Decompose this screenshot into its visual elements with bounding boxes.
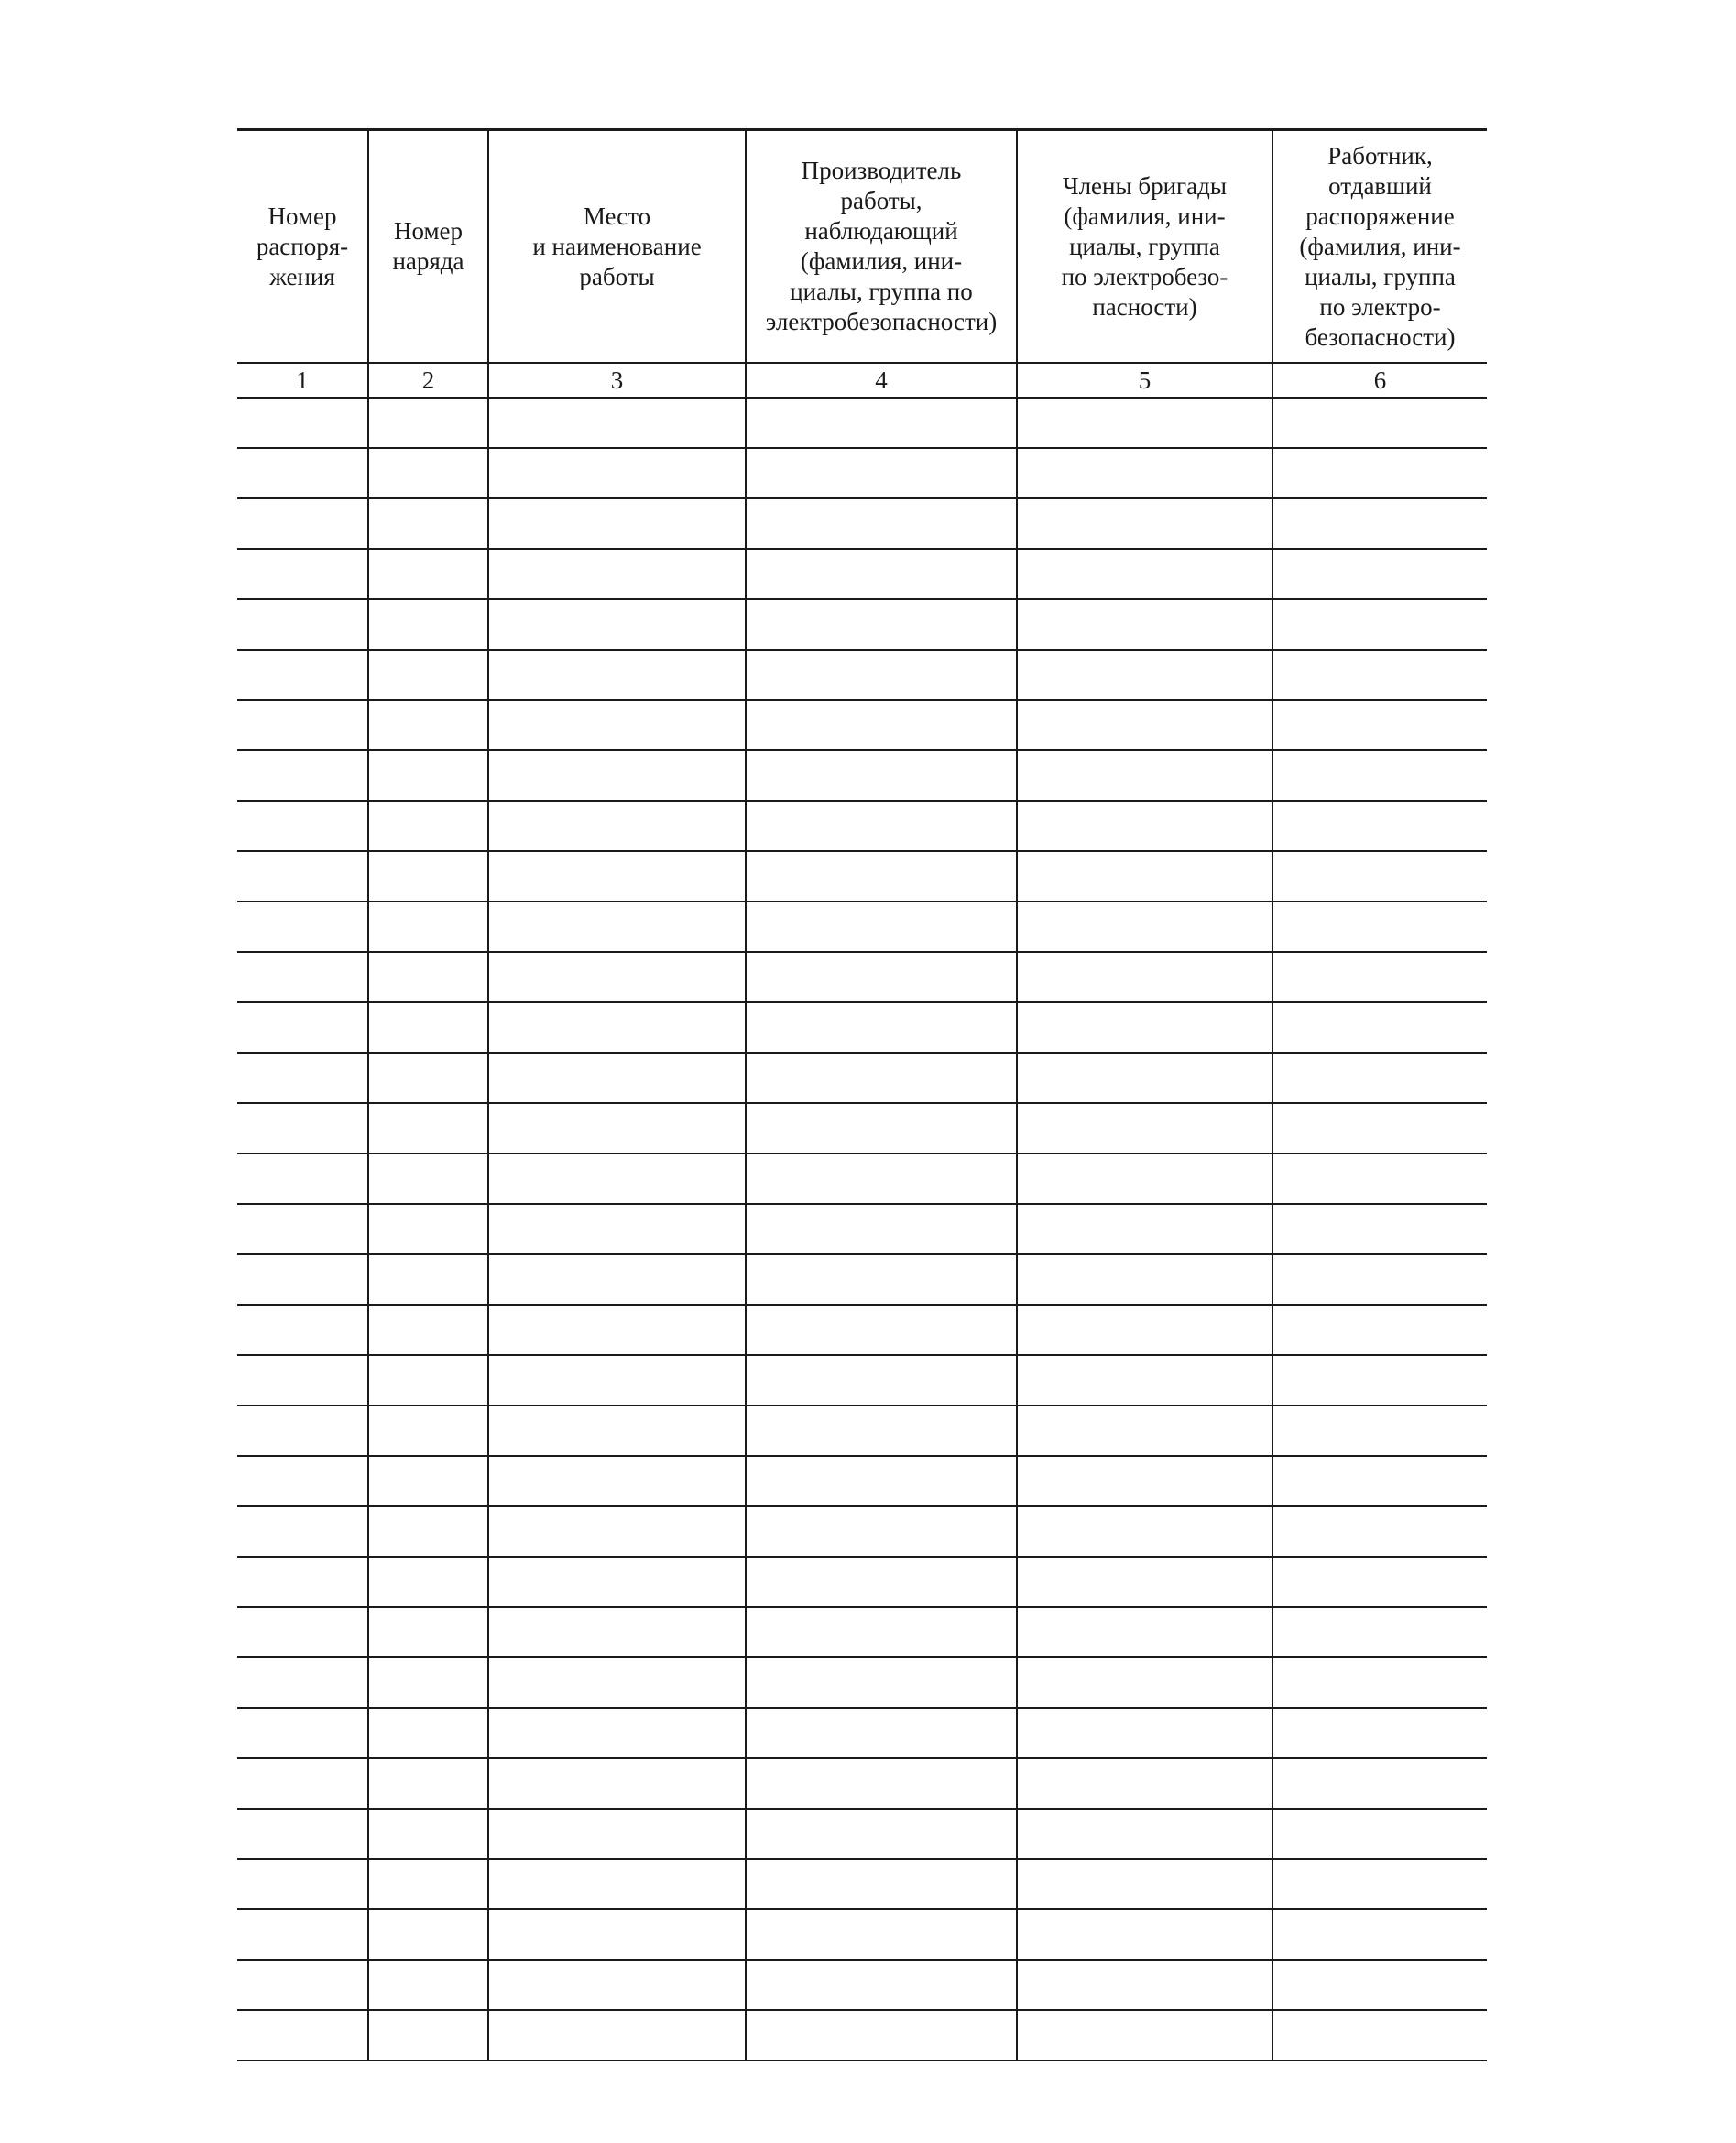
table-row — [237, 1708, 1487, 1758]
table-cell[interactable] — [237, 549, 368, 599]
table-cell[interactable] — [1017, 1204, 1272, 1254]
table-cell[interactable] — [746, 1053, 1017, 1103]
table-row — [237, 448, 1487, 498]
table-cell[interactable] — [746, 2010, 1017, 2061]
table-row — [237, 952, 1487, 1002]
header-row — [237, 130, 1487, 364]
table-cell[interactable] — [1272, 549, 1487, 599]
table-cell[interactable] — [1017, 1809, 1272, 1859]
table-cell[interactable] — [1272, 2010, 1487, 2061]
table-cell[interactable] — [1272, 1506, 1487, 1557]
table-cell[interactable] — [488, 1405, 746, 1456]
table-cell[interactable] — [368, 1154, 488, 1204]
table-cell[interactable] — [237, 650, 368, 700]
table-cell[interactable] — [237, 1758, 368, 1809]
column-number: 6 — [1272, 363, 1487, 398]
table-row — [237, 1053, 1487, 1103]
table-cell[interactable] — [488, 650, 746, 700]
table-cell[interactable] — [1017, 1103, 1272, 1154]
table-cell[interactable] — [1017, 1355, 1272, 1405]
table-cell[interactable] — [237, 1355, 368, 1405]
header-order-number: Номер распоря- жения — [237, 130, 368, 364]
table-cell[interactable] — [368, 1859, 488, 1909]
table-cell[interactable] — [237, 398, 368, 448]
table-cell[interactable] — [1272, 1960, 1487, 2010]
table-cell[interactable] — [1272, 1708, 1487, 1758]
table-cell[interactable] — [368, 1506, 488, 1557]
table-cell[interactable] — [1017, 1607, 1272, 1657]
table-cell[interactable] — [237, 1708, 368, 1758]
column-number: 1 — [237, 363, 368, 398]
register-table — [237, 128, 1487, 2061]
table-cell[interactable] — [1272, 1254, 1487, 1305]
table-cell[interactable] — [488, 851, 746, 902]
table-cell[interactable] — [1017, 448, 1272, 498]
table-cell[interactable] — [746, 498, 1017, 549]
table-cell[interactable] — [746, 902, 1017, 952]
table-cell[interactable] — [746, 448, 1017, 498]
table-cell[interactable] — [1272, 902, 1487, 952]
table-cell[interactable] — [1272, 1405, 1487, 1456]
table-row — [237, 1254, 1487, 1305]
table-cell[interactable] — [368, 1758, 488, 1809]
table-cell[interactable] — [488, 549, 746, 599]
table-cell[interactable] — [746, 1809, 1017, 1859]
table-cell[interactable] — [1017, 1909, 1272, 1960]
table-row — [237, 902, 1487, 952]
table-row — [237, 1557, 1487, 1607]
table-cell[interactable] — [1017, 498, 1272, 549]
table-cell[interactable] — [368, 1204, 488, 1254]
table-cell[interactable] — [237, 1305, 368, 1355]
table-cell[interactable] — [1272, 1859, 1487, 1909]
table-cell[interactable] — [368, 902, 488, 952]
table-cell[interactable] — [746, 1607, 1017, 1657]
table-cell[interactable] — [1017, 1254, 1272, 1305]
table-row — [237, 1657, 1487, 1708]
table-cell[interactable] — [1272, 1355, 1487, 1405]
table-cell[interactable] — [746, 650, 1017, 700]
table-cell[interactable] — [488, 1254, 746, 1305]
table-cell[interactable] — [488, 1809, 746, 1859]
table-row — [237, 1456, 1487, 1506]
table-cell[interactable] — [1272, 952, 1487, 1002]
table-cell[interactable] — [1017, 1708, 1272, 1758]
table-row — [237, 1405, 1487, 1456]
table-cell[interactable] — [1272, 1154, 1487, 1204]
table-cell[interactable] — [1017, 902, 1272, 952]
table-cell[interactable] — [488, 902, 746, 952]
table-cell[interactable] — [488, 1859, 746, 1909]
column-number: 4 — [746, 363, 1017, 398]
table-cell[interactable] — [746, 1557, 1017, 1607]
table-cell[interactable] — [746, 750, 1017, 801]
table-cell[interactable] — [1272, 1204, 1487, 1254]
table-cell[interactable] — [746, 1305, 1017, 1355]
table-cell[interactable] — [488, 1204, 746, 1254]
table-cell[interactable] — [368, 1305, 488, 1355]
table-cell[interactable] — [746, 1204, 1017, 1254]
table-row — [237, 1909, 1487, 1960]
table-cell[interactable] — [368, 2010, 488, 2061]
table-cell[interactable] — [237, 1557, 368, 1607]
table-cell[interactable] — [368, 1657, 488, 1708]
table-cell[interactable] — [237, 902, 368, 952]
column-number: 2 — [368, 363, 488, 398]
table-cell[interactable] — [1272, 448, 1487, 498]
table-cell[interactable] — [237, 1154, 368, 1204]
table-cell[interactable] — [488, 1355, 746, 1405]
table-cell[interactable] — [237, 1456, 368, 1506]
table-cell[interactable] — [746, 599, 1017, 650]
table-cell[interactable] — [237, 599, 368, 650]
table-cell[interactable] — [237, 1103, 368, 1154]
table-cell[interactable] — [237, 700, 368, 750]
table-cell[interactable] — [237, 498, 368, 549]
table-cell[interactable] — [746, 1960, 1017, 2010]
table-cell[interactable] — [237, 1053, 368, 1103]
table-cell[interactable] — [368, 1002, 488, 1053]
table-cell[interactable] — [488, 1657, 746, 1708]
table-cell[interactable] — [1272, 1053, 1487, 1103]
table-cell[interactable] — [1272, 1103, 1487, 1154]
table-cell[interactable] — [368, 952, 488, 1002]
header-order-issuer: Работник, отдавший распоряжение (фамилия, ини- циалы, группа по электро- безопасности) — [1272, 130, 1487, 364]
table-cell[interactable] — [488, 1506, 746, 1557]
table-row — [237, 1355, 1487, 1405]
table-cell[interactable] — [1017, 1758, 1272, 1809]
table-cell[interactable] — [1017, 1960, 1272, 2010]
table-cell[interactable] — [488, 1607, 746, 1657]
table-cell[interactable] — [368, 599, 488, 650]
table-cell[interactable] — [1272, 1557, 1487, 1607]
table-cell[interactable] — [368, 448, 488, 498]
table-cell[interactable] — [746, 1758, 1017, 1809]
table-cell[interactable] — [746, 398, 1017, 448]
table-row — [237, 1154, 1487, 1204]
table-row — [237, 2010, 1487, 2061]
header-work-supervisor: Производитель работы, наблюдающий (фамилия, ини- циалы, группа по электробезопасности) — [746, 130, 1017, 364]
table-cell[interactable] — [488, 1456, 746, 1506]
table-cell[interactable] — [488, 700, 746, 750]
table-cell[interactable] — [746, 1254, 1017, 1305]
table-row — [237, 599, 1487, 650]
table-cell[interactable] — [368, 1909, 488, 1960]
table-cell[interactable] — [237, 1405, 368, 1456]
table-cell[interactable] — [746, 1355, 1017, 1405]
table-cell[interactable] — [488, 1002, 746, 1053]
table-cell[interactable] — [1017, 952, 1272, 1002]
header-work-place-name: Место и наименование работы — [488, 130, 746, 364]
table-cell[interactable] — [746, 851, 1017, 902]
table-row — [237, 650, 1487, 700]
table-cell[interactable] — [1017, 599, 1272, 650]
table-cell[interactable] — [488, 1960, 746, 2010]
table-cell[interactable] — [1017, 1405, 1272, 1456]
table-cell[interactable] — [1272, 700, 1487, 750]
table-row — [237, 1960, 1487, 2010]
table-cell[interactable] — [1017, 1456, 1272, 1506]
table-cell[interactable] — [237, 1909, 368, 1960]
table-cell[interactable] — [368, 750, 488, 801]
table-cell[interactable] — [1272, 851, 1487, 902]
table-row — [237, 1859, 1487, 1909]
table-row — [237, 1809, 1487, 1859]
table-cell[interactable] — [1272, 1607, 1487, 1657]
table-row — [237, 1607, 1487, 1657]
table-cell[interactable] — [368, 1607, 488, 1657]
table-cell[interactable] — [1017, 1506, 1272, 1557]
table-cell[interactable] — [1017, 851, 1272, 902]
table-cell[interactable] — [1272, 1657, 1487, 1708]
table-cell[interactable] — [368, 1960, 488, 2010]
table-cell[interactable] — [1017, 750, 1272, 801]
table-cell[interactable] — [237, 1254, 368, 1305]
table-cell[interactable] — [1272, 801, 1487, 851]
table-cell[interactable] — [1017, 549, 1272, 599]
table-cell[interactable] — [237, 1960, 368, 2010]
table-cell[interactable] — [1272, 1456, 1487, 1506]
table-cell[interactable] — [1017, 1859, 1272, 1909]
column-number: 5 — [1017, 363, 1272, 398]
table-cell[interactable] — [746, 1708, 1017, 1758]
table-cell[interactable] — [746, 1909, 1017, 1960]
table-cell[interactable] — [1017, 1154, 1272, 1204]
table-cell[interactable] — [368, 1103, 488, 1154]
table-cell[interactable] — [368, 851, 488, 902]
table-cell[interactable] — [1017, 650, 1272, 700]
header-permit-number: Номер наряда — [368, 130, 488, 364]
table-cell[interactable] — [488, 1758, 746, 1809]
table-cell[interactable] — [488, 1557, 746, 1607]
table-row — [237, 498, 1487, 549]
table-cell[interactable] — [1272, 750, 1487, 801]
table-cell[interactable] — [1017, 2010, 1272, 2061]
table-cell[interactable] — [746, 1405, 1017, 1456]
table-row — [237, 398, 1487, 448]
table-row — [237, 851, 1487, 902]
table-cell[interactable] — [237, 2010, 368, 2061]
table-cell[interactable] — [488, 1909, 746, 1960]
table-cell[interactable] — [488, 448, 746, 498]
table-row — [237, 750, 1487, 801]
table-cell[interactable] — [746, 1506, 1017, 1557]
table-cell[interactable] — [1017, 1002, 1272, 1053]
table-cell[interactable] — [368, 700, 488, 750]
table-cell[interactable] — [368, 1557, 488, 1607]
table-cell[interactable] — [488, 801, 746, 851]
table-cell[interactable] — [746, 1657, 1017, 1708]
table-cell[interactable] — [237, 851, 368, 902]
table-cell[interactable] — [1017, 700, 1272, 750]
table-cell[interactable] — [368, 1053, 488, 1103]
table-cell[interactable] — [1272, 1305, 1487, 1355]
table-cell[interactable] — [488, 498, 746, 549]
table-cell[interactable] — [746, 700, 1017, 750]
table-cell[interactable] — [1017, 1053, 1272, 1103]
table-row — [237, 1204, 1487, 1254]
table-cell[interactable] — [488, 750, 746, 801]
table-cell[interactable] — [237, 1506, 368, 1557]
column-number: 3 — [488, 363, 746, 398]
table-row — [237, 549, 1487, 599]
table-cell[interactable] — [746, 1456, 1017, 1506]
table-cell[interactable] — [1017, 1557, 1272, 1607]
table-cell[interactable] — [488, 1053, 746, 1103]
table-cell[interactable] — [746, 1002, 1017, 1053]
table-cell[interactable] — [488, 1103, 746, 1154]
table-cell[interactable] — [488, 398, 746, 448]
table-cell[interactable] — [488, 2010, 746, 2061]
table-cell[interactable] — [368, 1809, 488, 1859]
table-cell[interactable] — [488, 1305, 746, 1355]
table-cell[interactable] — [237, 1002, 368, 1053]
table-row — [237, 1758, 1487, 1809]
table-cell[interactable] — [488, 1708, 746, 1758]
table-cell[interactable] — [1272, 1809, 1487, 1859]
table-cell[interactable] — [368, 498, 488, 549]
table-row — [237, 801, 1487, 851]
table-cell[interactable] — [237, 952, 368, 1002]
table-cell[interactable] — [368, 549, 488, 599]
table-cell[interactable] — [1017, 801, 1272, 851]
table-cell[interactable] — [368, 1708, 488, 1758]
table-cell[interactable] — [746, 549, 1017, 599]
table-cell[interactable] — [488, 952, 746, 1002]
table-cell[interactable] — [1272, 498, 1487, 549]
table-cell[interactable] — [368, 801, 488, 851]
table-cell[interactable] — [368, 1254, 488, 1305]
table-row — [237, 1305, 1487, 1355]
table-cell[interactable] — [1272, 650, 1487, 700]
table-cell[interactable] — [1272, 1002, 1487, 1053]
table-row — [237, 1103, 1487, 1154]
table-cell[interactable] — [237, 1809, 368, 1859]
table-cell[interactable] — [237, 1204, 368, 1254]
table-row — [237, 700, 1487, 750]
table-cell[interactable] — [368, 398, 488, 448]
table-cell[interactable] — [237, 1859, 368, 1909]
table-cell[interactable] — [1272, 599, 1487, 650]
table-cell[interactable] — [1017, 398, 1272, 448]
column-number-row — [237, 363, 1487, 398]
header-crew-members: Члены бригады (фамилия, ини- циалы, группа по электробезо- пасности) — [1017, 130, 1272, 364]
table-cell[interactable] — [746, 1859, 1017, 1909]
table-cell[interactable] — [368, 1456, 488, 1506]
table-cell[interactable] — [368, 650, 488, 700]
table-cell[interactable] — [746, 1103, 1017, 1154]
table-cell[interactable] — [488, 599, 746, 650]
table-cell[interactable] — [1272, 398, 1487, 448]
table-body — [237, 398, 1487, 2061]
table-cell[interactable] — [237, 801, 368, 851]
table-cell[interactable] — [746, 952, 1017, 1002]
table-row — [237, 1506, 1487, 1557]
table-cell[interactable] — [746, 1154, 1017, 1204]
table-cell[interactable] — [1272, 1758, 1487, 1809]
table-cell[interactable] — [1017, 1305, 1272, 1355]
table-cell[interactable] — [237, 1657, 368, 1708]
table-cell[interactable] — [488, 1154, 746, 1204]
table-cell[interactable] — [368, 1405, 488, 1456]
table-cell[interactable] — [237, 448, 368, 498]
table-cell[interactable] — [1272, 1909, 1487, 1960]
table-cell[interactable] — [368, 1355, 488, 1405]
table-cell[interactable] — [1017, 1657, 1272, 1708]
table-cell[interactable] — [237, 750, 368, 801]
table-cell[interactable] — [237, 1607, 368, 1657]
table-cell[interactable] — [746, 801, 1017, 851]
table-row — [237, 1002, 1487, 1053]
